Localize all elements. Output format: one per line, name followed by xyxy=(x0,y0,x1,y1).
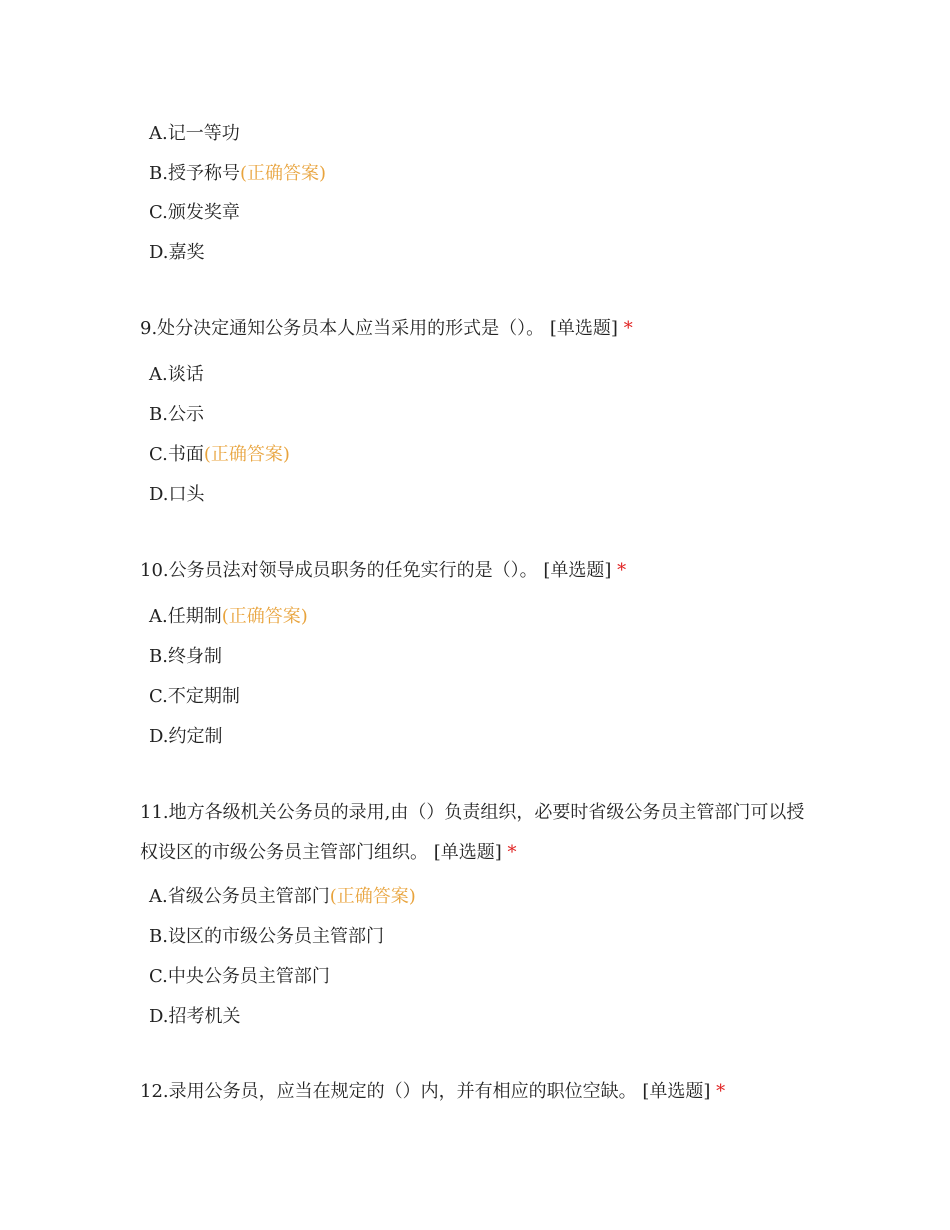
option-9-a xyxy=(149,363,204,387)
option-text: B.授予称号 xyxy=(149,163,240,184)
correct-answer-label: (正确答案) xyxy=(203,444,290,465)
question-text: 9.处分决定通知公务员本人应当采用的形式是（）。 xyxy=(140,318,545,339)
correct-answer-label: (正确答案) xyxy=(221,606,308,627)
question-11 xyxy=(140,793,820,873)
option-text: D.口头 xyxy=(149,484,205,505)
correct-answer-label: (正确答案) xyxy=(239,163,326,184)
option-top-d xyxy=(149,241,205,265)
option-11-c xyxy=(149,965,330,989)
option-top-a xyxy=(149,122,240,146)
option-text: B.公示 xyxy=(149,404,204,425)
required-mark: * xyxy=(716,1081,726,1102)
option-10-b xyxy=(149,645,222,669)
option-text: A.谈话 xyxy=(149,364,204,385)
option-text: D.嘉奖 xyxy=(149,242,205,263)
option-10-d xyxy=(149,725,223,749)
option-text: A.记一等功 xyxy=(149,123,240,144)
option-9-c xyxy=(149,443,290,467)
option-9-d xyxy=(149,483,205,507)
question-type: [单选题] xyxy=(642,1081,711,1102)
option-text: A.省级公务员主管部门 xyxy=(149,886,330,907)
question-type: [单选题] xyxy=(543,560,612,581)
option-text: D.招考机关 xyxy=(149,1006,241,1027)
option-10-a xyxy=(149,605,308,629)
question-type: [单选题] xyxy=(433,842,502,863)
question-text: 10.公务员法对领导成员职务的任免实行的是（）。 xyxy=(140,560,538,581)
option-9-b xyxy=(149,403,204,427)
required-mark: * xyxy=(617,560,627,581)
option-text: C.颁发奖章 xyxy=(149,202,240,223)
question-12 xyxy=(140,1072,820,1112)
question-10 xyxy=(140,551,820,591)
option-text: C.书面 xyxy=(149,444,204,465)
question-type: [单选题] xyxy=(549,318,618,339)
correct-answer-label: (正确答案) xyxy=(329,886,416,907)
question-9 xyxy=(140,309,820,349)
option-text: C.不定期制 xyxy=(149,686,240,707)
question-text: 12.录用公务员，应当在规定的（）内，并有相应的职位空缺。 xyxy=(140,1081,637,1102)
option-text: B.设区的市级公务员主管部门 xyxy=(149,926,384,947)
option-text: A.任期制 xyxy=(149,606,222,627)
required-mark: * xyxy=(507,842,517,863)
option-11-b xyxy=(149,925,384,949)
required-mark: * xyxy=(623,318,633,339)
option-10-c xyxy=(149,685,240,709)
option-text: C.中央公务员主管部门 xyxy=(149,966,330,987)
question-text: 11.地方各级机关公务员的录用,由（）负责组织，必要时省级公务员主管部门可以授权设区的市级公务员主管部门组织。 xyxy=(140,802,805,863)
option-11-a xyxy=(149,885,416,909)
option-text: D.约定制 xyxy=(149,726,223,747)
option-11-d xyxy=(149,1005,241,1029)
option-top-b xyxy=(149,162,326,186)
option-top-c xyxy=(149,201,240,225)
option-text: B.终身制 xyxy=(149,646,222,667)
